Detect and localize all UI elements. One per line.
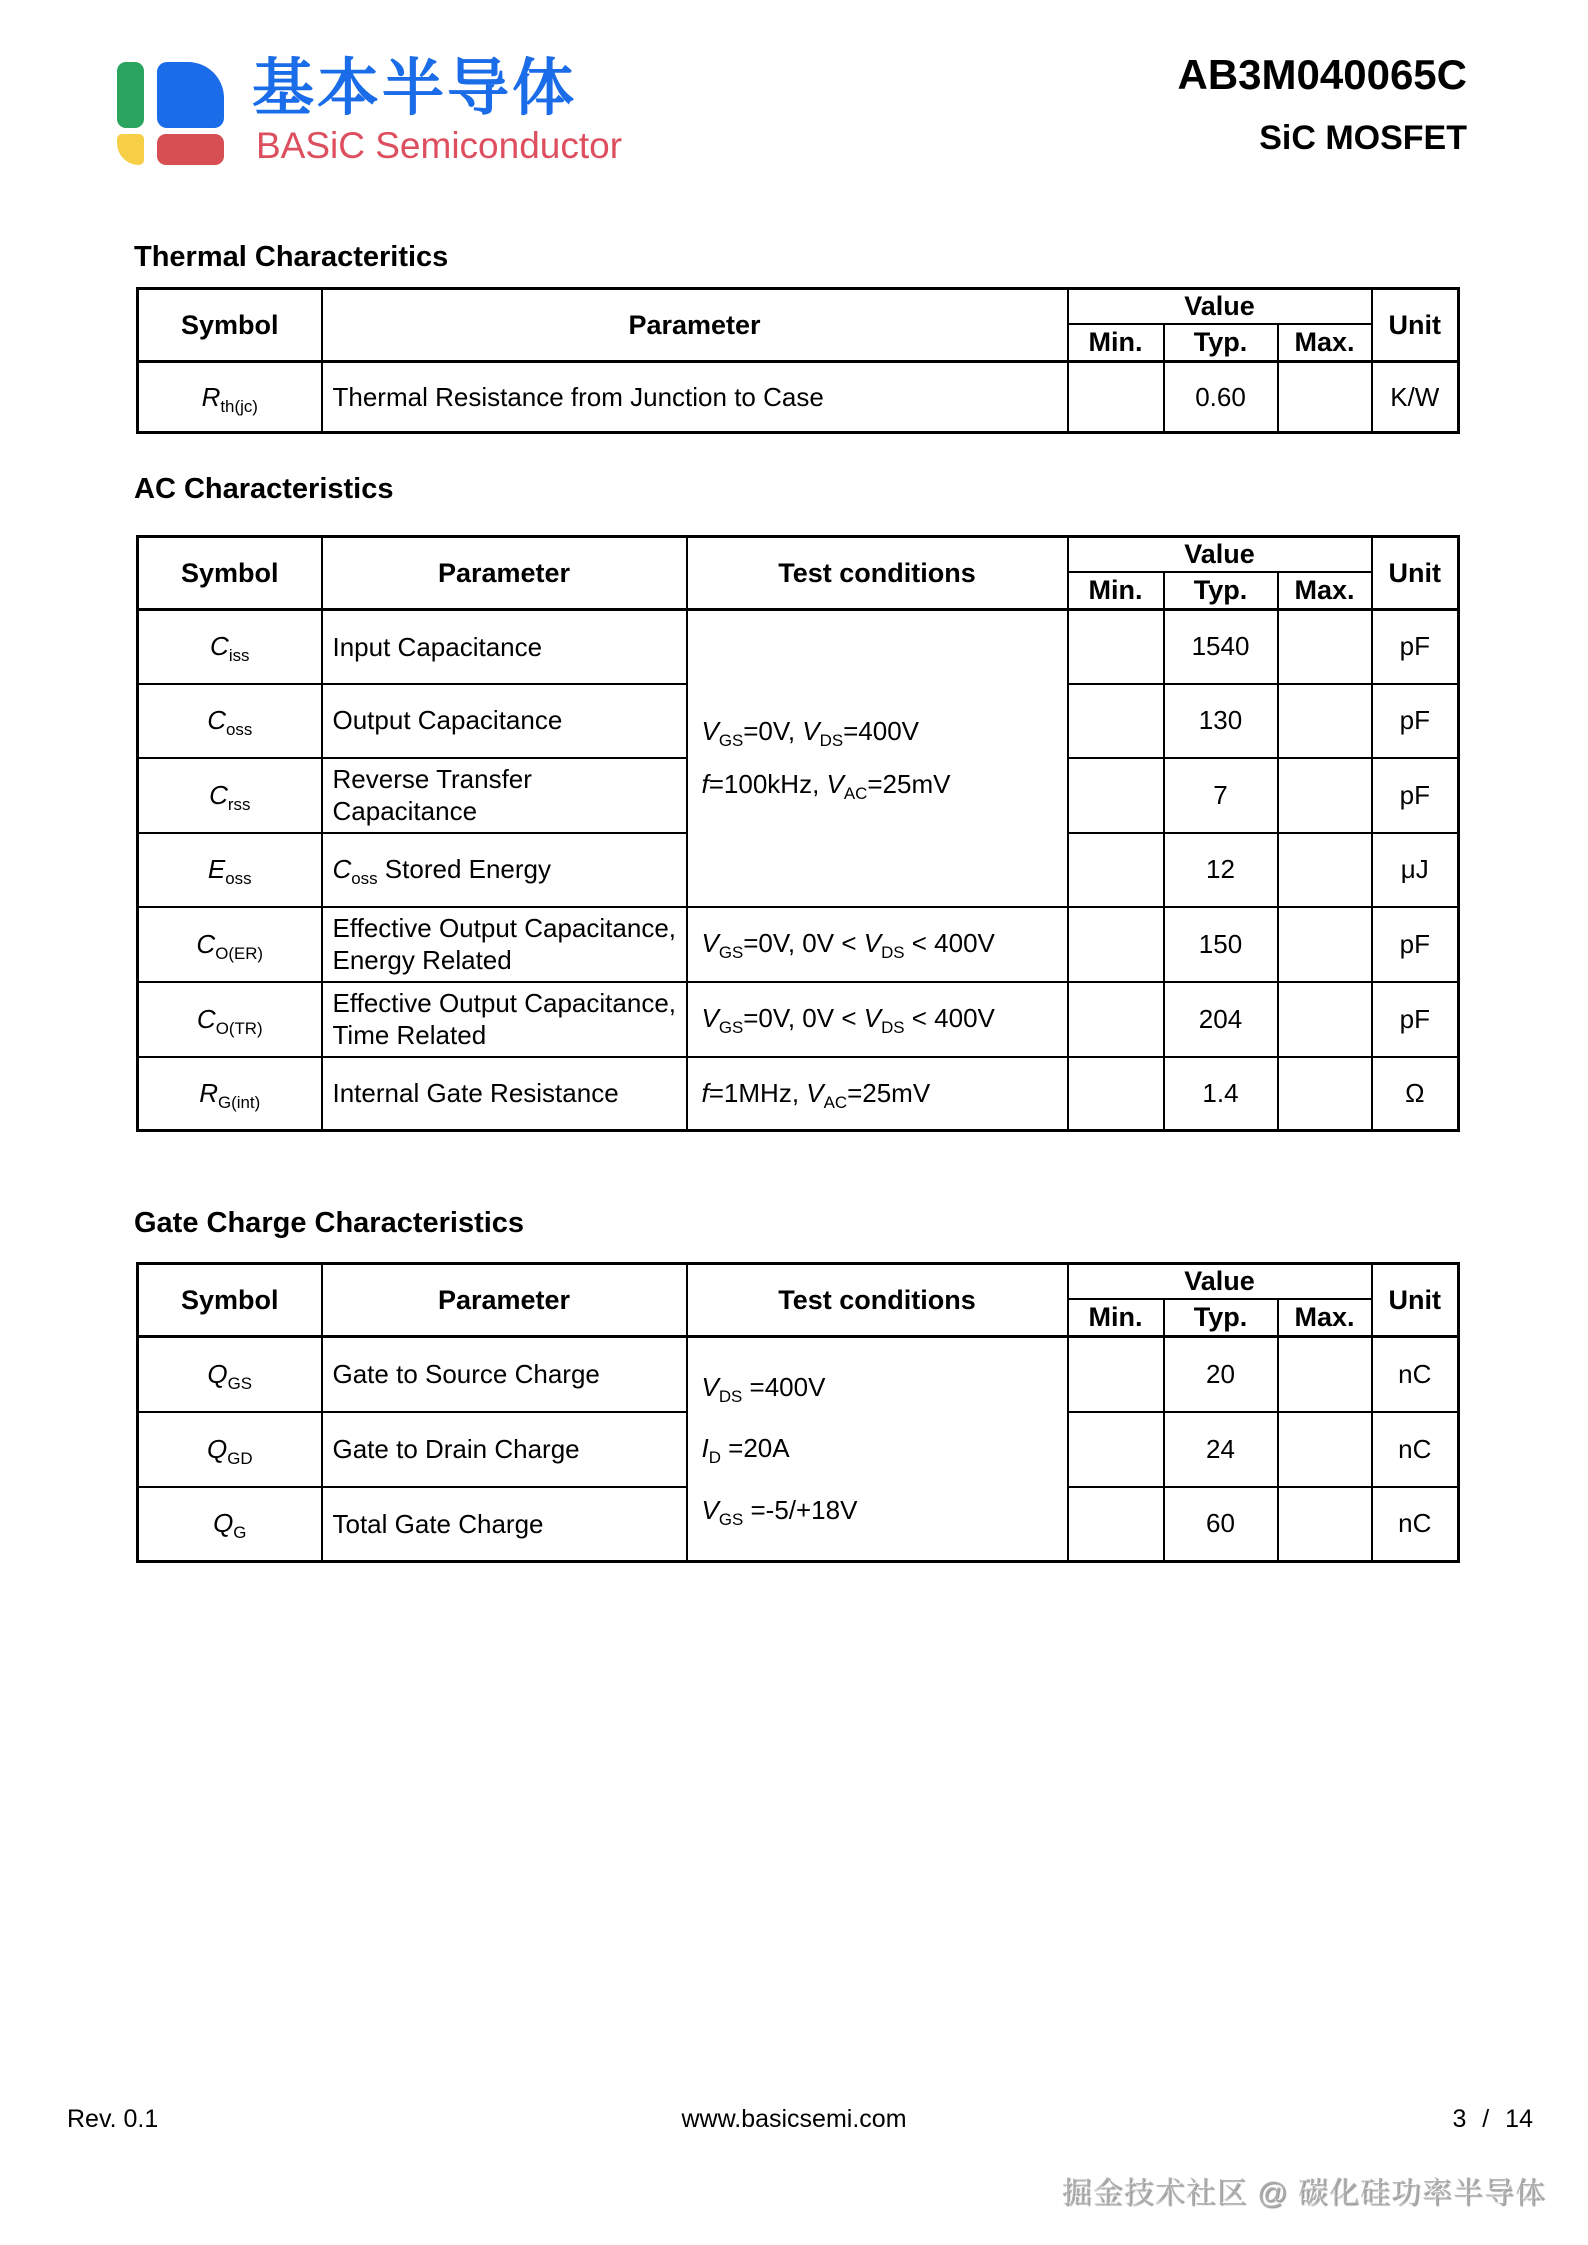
- min-cell: [1068, 982, 1164, 1057]
- test-conditions-cell: [687, 610, 1068, 907]
- symbol-subscript: GS: [227, 1373, 253, 1393]
- max-cell: [1278, 758, 1372, 833]
- typ-cell: 12: [1164, 833, 1278, 907]
- min-cell: [1068, 1412, 1164, 1487]
- unit-cell: nC: [1372, 1487, 1459, 1562]
- col-header-parameter: Parameter: [322, 289, 1068, 362]
- test-conditions-cell: [687, 1337, 1068, 1562]
- typ-cell: 0.60: [1164, 362, 1278, 433]
- symbol-base: C: [196, 928, 216, 959]
- col-header-value: Value: [1068, 537, 1372, 572]
- max-cell: [1278, 1337, 1372, 1412]
- col-header-symbol: Symbol: [138, 1264, 322, 1337]
- symbol-subscript: G(int): [218, 1092, 261, 1112]
- brand-name-english: BASiC Semiconductor: [256, 125, 623, 166]
- col-header-unit: Unit: [1372, 1264, 1459, 1337]
- table-row: [138, 362, 1459, 433]
- typ-cell: 1.4: [1164, 1057, 1278, 1131]
- test-conditions-cell: f=1MHz, $V_{AC}=25mV$: [687, 1057, 1068, 1131]
- footer-website: www.basicsemi.com: [681, 2105, 907, 2133]
- footer-revision: Rev. 0.1: [67, 2105, 159, 2133]
- min-cell: [1068, 1057, 1164, 1131]
- symbol-subscript: GD: [227, 1448, 253, 1468]
- unit-cell: nC: [1372, 1337, 1459, 1412]
- symbol-cell: [138, 1057, 322, 1131]
- symbol-cell: [138, 1337, 322, 1412]
- symbol-subscript: O(ER): [215, 943, 264, 963]
- footer-page-indicator: 3 / 14: [1452, 2105, 1533, 2133]
- symbol-base: E: [207, 854, 226, 884]
- test-condition-line: f=100kHz, $V_{AC}=25mV$: [701, 769, 951, 804]
- symbol-cell: [138, 758, 322, 833]
- col-header-max: Max.: [1278, 1299, 1372, 1337]
- parameter-cell: Thermal Resistance from Junction to Case: [322, 362, 1068, 433]
- symbol-base: C: [207, 705, 226, 735]
- col-header-symbol: Symbol: [138, 289, 322, 362]
- symbol-base: Q: [207, 1358, 228, 1389]
- col-header-value: Value: [1068, 1264, 1372, 1299]
- logo-block-yellow-icon: [117, 134, 144, 165]
- parameter-cell: Internal Gate Resistance: [322, 1057, 687, 1131]
- min-cell: [1068, 833, 1164, 907]
- brand-name-chinese: 基本半导体: [252, 54, 578, 123]
- min-cell: [1068, 684, 1164, 758]
- col-header-symbol: Symbol: [138, 537, 322, 610]
- test-conditions-cell: $V_{GS}=0V$, $0V < V_{DS} < 400V$: [687, 907, 1068, 982]
- brand-logo-icon: [117, 62, 225, 165]
- symbol-subscript: iss: [228, 646, 250, 666]
- test-conditions-cell: $V_{GS}=0V$, $0V < V_{DS} < 400V$: [687, 982, 1068, 1057]
- typ-cell: 20: [1164, 1337, 1278, 1412]
- logo-block-red-icon: [157, 134, 224, 165]
- unit-cell: pF: [1372, 907, 1459, 982]
- parameter-cell: Input Capacitance: [322, 610, 687, 684]
- test-condition-line: $V_{GS} =-5/+18V$: [701, 1494, 858, 1529]
- symbol-cell: [138, 1412, 322, 1487]
- parameter-cell: Gate to Source Charge: [322, 1337, 687, 1412]
- test-conditions: [701, 1372, 1067, 1529]
- symbol-subscript: rss: [227, 794, 251, 814]
- unit-cell: nC: [1372, 1412, 1459, 1487]
- max-cell: [1278, 907, 1372, 982]
- max-cell: [1278, 610, 1372, 684]
- unit-cell: Ω: [1372, 1057, 1459, 1131]
- symbol-cell: [138, 362, 322, 433]
- col-header-typ: Typ.: [1164, 572, 1278, 610]
- min-cell: [1068, 907, 1164, 982]
- table-row: [138, 907, 1459, 982]
- typ-cell: 204: [1164, 982, 1278, 1057]
- col-header-max: Max.: [1278, 324, 1372, 362]
- col-header-min: Min.: [1068, 324, 1164, 362]
- symbol-cell: [138, 833, 322, 907]
- max-cell: [1278, 1487, 1372, 1562]
- section-title-ac: AC Characteristics: [134, 473, 394, 505]
- typ-cell: 60: [1164, 1487, 1278, 1562]
- unit-cell: μJ: [1372, 833, 1459, 907]
- max-cell: [1278, 1412, 1372, 1487]
- min-cell: [1068, 362, 1164, 433]
- col-header-unit: Unit: [1372, 537, 1459, 610]
- symbol-base: R: [199, 1077, 219, 1108]
- logo-block-blue-icon: [157, 62, 224, 128]
- thermal-table: [136, 287, 1460, 434]
- symbol-subscript: oss: [225, 869, 252, 889]
- parameter-cell: Total Gate Charge: [322, 1487, 687, 1562]
- symbol-cell: [138, 1487, 322, 1562]
- section-title-gate-charge: Gate Charge Characteristics: [134, 1207, 525, 1239]
- symbol-cell: [138, 907, 322, 982]
- unit-cell: pF: [1372, 982, 1459, 1057]
- table-row: [138, 1337, 1459, 1412]
- min-cell: [1068, 610, 1164, 684]
- typ-cell: 1540: [1164, 610, 1278, 684]
- table-row: [138, 982, 1459, 1057]
- ac-table: [136, 535, 1460, 1132]
- symbol-subscript: th(jc): [220, 396, 258, 416]
- parameter-cell: Gate to Drain Charge: [322, 1412, 687, 1487]
- symbol-subscript: oss: [225, 720, 253, 740]
- symbol-base: Q: [206, 1433, 228, 1464]
- test-condition-line: $V_{DS} =400V$: [701, 1372, 826, 1407]
- gate-charge-table: [136, 1262, 1460, 1563]
- col-header-value: Value: [1068, 289, 1372, 324]
- parameter-cell: Reverse Transfer Capacitance: [322, 758, 687, 833]
- typ-cell: 130: [1164, 684, 1278, 758]
- logo-block-green-icon: [117, 62, 144, 128]
- col-header-parameter: Parameter: [322, 537, 687, 610]
- symbol-base: R: [201, 381, 221, 412]
- max-cell: [1278, 362, 1372, 433]
- symbol-subscript: O(TR): [215, 1018, 263, 1038]
- symbol-base: C: [196, 1003, 216, 1034]
- typ-cell: 150: [1164, 907, 1278, 982]
- max-cell: [1278, 1057, 1372, 1131]
- parameter-cell: Output Capacitance: [322, 684, 687, 758]
- unit-cell: K/W: [1372, 362, 1459, 433]
- section-title-thermal: Thermal Characteritics: [134, 241, 449, 273]
- part-number: AB3M040065C: [1177, 51, 1467, 98]
- symbol-cell: [138, 610, 322, 684]
- col-header-typ: Typ.: [1164, 324, 1278, 362]
- parameter-cell: Effective Output Capacitance, Time Related: [322, 982, 687, 1057]
- parameter-cell: Effective Output Capacitance, Energy Related: [322, 907, 687, 982]
- symbol-base: Q: [213, 1508, 234, 1539]
- test-condition-line: $I_D =20A$: [701, 1433, 790, 1468]
- col-header-unit: Unit: [1372, 289, 1459, 362]
- min-cell: [1068, 758, 1164, 833]
- min-cell: [1068, 1487, 1164, 1562]
- typ-cell: 24: [1164, 1412, 1278, 1487]
- symbol-subscript: G: [233, 1523, 247, 1543]
- symbol-cell: [138, 982, 322, 1057]
- unit-cell: pF: [1372, 758, 1459, 833]
- col-header-min: Min.: [1068, 1299, 1164, 1337]
- max-cell: [1278, 684, 1372, 758]
- table-row: [138, 1057, 1459, 1131]
- min-cell: [1068, 1337, 1164, 1412]
- max-cell: [1278, 982, 1372, 1057]
- typ-cell: 7: [1164, 758, 1278, 833]
- unit-cell: pF: [1372, 610, 1459, 684]
- unit-cell: pF: [1372, 684, 1459, 758]
- col-header-test: Test conditions: [687, 537, 1068, 610]
- col-header-max: Max.: [1278, 572, 1372, 610]
- symbol-base: C: [209, 779, 228, 810]
- symbol-base: C: [210, 631, 229, 662]
- test-conditions: [701, 716, 1067, 804]
- col-header-test: Test conditions: [687, 1264, 1068, 1337]
- col-header-typ: Typ.: [1164, 1299, 1278, 1337]
- table-row: [138, 610, 1459, 684]
- parameter-cell: $C_{oss}$ Stored Energy: [322, 833, 687, 907]
- max-cell: [1278, 833, 1372, 907]
- col-header-parameter: Parameter: [322, 1264, 687, 1337]
- watermark-text: 掘金技术社区 @ 碳化硅功率半导体: [1061, 2177, 1546, 2210]
- col-header-min: Min.: [1068, 572, 1164, 610]
- test-condition-line: $V_{GS}=0V$, $V_{DS}=400V$: [701, 716, 920, 751]
- device-type: SiC MOSFET: [1259, 119, 1467, 157]
- symbol-cell: [138, 684, 322, 758]
